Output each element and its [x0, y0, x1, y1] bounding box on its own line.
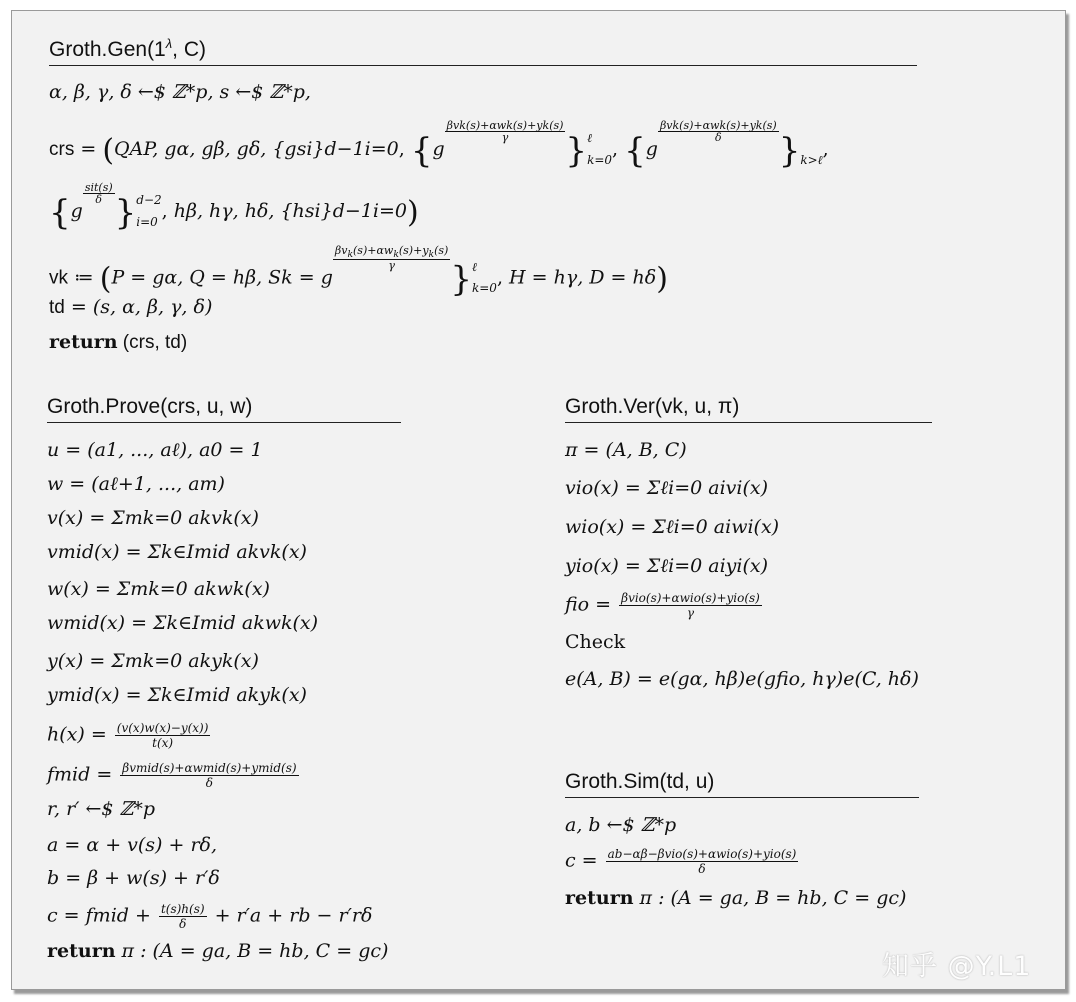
crs-frac3-num: sit(s) [84, 181, 113, 194]
sim-ab-text: a, b ←$ ℤ*p [565, 814, 677, 836]
prove-f-den: δ [205, 776, 214, 790]
gen-vk-line: vk ≔ (P = gα, Q = hβ, Sk = g $\frac{\beta v_k(s)+\alpha w_k(s)+y_k(s)}{\gamma}$ } ℓ k=0 , H = hγ, D = hδ) [49, 244, 668, 300]
prove-line-1-text: w = (aℓ+1, ..., am) [47, 473, 225, 495]
vk-label: vk [49, 267, 68, 289]
ver-f-lhs: fio = [565, 593, 618, 616]
prove-line-4 [47, 580, 270, 599]
prove-line-2-text: v(x) = Σmk=0 akvk(x) [47, 507, 259, 529]
sim-c-num: ab−αβ−βvio(s)+αwio(s)+yio(s) [607, 847, 797, 861]
td-body: = (s, α, β, γ, δ) [64, 296, 213, 318]
prove-h-num: (v(x)w(x)−y(x)) [116, 721, 209, 735]
ver-f-den: γ [686, 606, 695, 620]
prove-return-kw: return [47, 940, 116, 962]
prove-line-5 [47, 614, 318, 633]
prove-h-line [47, 722, 212, 749]
gen-title-lambda: λ [165, 36, 173, 51]
gen-title-c: , C) [172, 38, 206, 61]
ver-vio-text: vio(x) = Σℓi=0 aivi(x) [565, 477, 769, 499]
ver-pairing-line [565, 670, 919, 689]
sim-title-args: (td, u) [659, 770, 715, 793]
ver-wio-line [565, 518, 779, 537]
prove-title-args: (crs, u, w) [160, 395, 253, 418]
gen-title [49, 36, 917, 66]
crs-tail: hβ, hγ, hδ, {hsi}d−1i=0 [173, 200, 407, 222]
crs-frac2-den: δ [715, 131, 722, 144]
prove-h-lhs: h(x) = [47, 723, 113, 746]
ver-f-num: βvio(s)+αwio(s)+yio(s) [621, 591, 760, 605]
gen-return-kw: return [49, 331, 118, 353]
prove-b-text: b = β + w(s) + r′δ [47, 867, 220, 889]
sim-c-line [565, 848, 800, 875]
ver-title-name: Groth.Ver [565, 395, 655, 418]
ver-check-text: Check [565, 631, 626, 653]
prove-line-7-text: ymid(x) = Σk∈Imid akyk(x) [47, 684, 307, 706]
prove-f-num: βvmid(s)+αwmid(s)+ymid(s) [122, 761, 297, 775]
gen-sample-text: α, β, γ, δ ←$ ℤ*p, s ←$ ℤ*p, [49, 81, 311, 103]
sim-title [565, 770, 919, 798]
prove-line-0-text: u = (a1, ..., aℓ), a0 = 1 [47, 439, 263, 461]
gen-crs-line2: {g $\frac{\text{sit(s)}}{\delta}$ } d−2 i=0 , hβ, hγ, hδ, {hsi}d−1i=0) [49, 181, 419, 233]
ver-pi-text: π = (A, B, C) [565, 439, 687, 461]
ver-f-line [565, 592, 764, 619]
sim-c-lhs: c = [565, 849, 604, 872]
prove-return-body: π : (A = ga, B = hb, C = gc) [115, 940, 389, 962]
crs-frac3-den: δ [95, 193, 103, 206]
prove-line-1 [47, 475, 225, 494]
prove-f-lhs: fmid = [47, 763, 119, 786]
ver-vio-line [565, 479, 768, 498]
ver-wio-text: wio(x) = Σℓi=0 aiwi(x) [565, 516, 780, 538]
ver-title-args: (vk, u, π) [654, 395, 740, 418]
prove-c-den: δ [179, 917, 187, 931]
ver-pi-line [565, 441, 687, 460]
prove-line-5-text: wmid(x) = Σk∈Imid akwk(x) [47, 612, 319, 634]
prove-c-rhs: + r′a + rb − r′rδ [208, 904, 373, 927]
prove-line-0 [47, 441, 263, 460]
prove-h-den: t(x) [152, 736, 174, 750]
gen-return-line [49, 333, 187, 352]
crs-frac2-num: βvk(s)+αwk(s)+yk(s) [659, 119, 777, 132]
watermark: 知乎 @Y.L1 [882, 951, 1032, 982]
prove-a-line [47, 836, 217, 855]
ver-pairing-text: e(A, B) = e(gα, hβ)e(gfio, hγ)e(C, hδ) [565, 668, 919, 690]
crs-frac1-num: βvk(s)+αwk(s)+yk(s) [446, 119, 564, 132]
prove-title-name: Groth.Prove [47, 395, 161, 418]
prove-line-3 [47, 543, 307, 562]
ver-yio-line [565, 557, 768, 576]
prove-r-text: r, r′ ←$ ℤ*p [47, 798, 156, 820]
prove-return-line [47, 942, 388, 961]
prove-c-num: t(s)h(s) [160, 902, 205, 916]
gen-return-body: (crs, td) [117, 332, 188, 353]
prove-line-4-text: w(x) = Σmk=0 akwk(x) [47, 578, 270, 600]
vk-tail: H = hγ, D = hδ [509, 266, 657, 289]
crs-eq: = [74, 138, 103, 160]
prove-line-3-text: vmid(x) = Σk∈Imid akvk(x) [47, 541, 307, 563]
prove-c-lhs: c = fmid + [47, 904, 157, 927]
prove-line-6 [47, 652, 259, 671]
prove-f-line [47, 762, 301, 789]
prove-line-6-text: y(x) = Σmk=0 akyk(x) [47, 650, 259, 672]
sim-return-kw: return [565, 887, 634, 909]
sim-return-body: π : (A = ga, B = hb, C = gc) [633, 887, 907, 909]
crs-body: QAP, gα, gβ, gδ, {gsi}d−1i=0 [114, 138, 399, 160]
ver-yio-text: yio(x) = Σℓi=0 aiyi(x) [565, 555, 769, 577]
sim-title-name: Groth.Sim [565, 770, 660, 793]
ver-title [565, 395, 932, 423]
prove-line-2 [47, 509, 259, 528]
prove-b-line [47, 869, 220, 888]
gen-td-line [49, 298, 212, 317]
prove-title [47, 395, 401, 423]
prove-r-line [47, 800, 155, 819]
sim-c-den: δ [698, 862, 706, 876]
gen-title-name: Groth.Gen [49, 38, 148, 61]
gen-title-args: (1 [147, 38, 166, 61]
prove-line-7 [47, 686, 307, 705]
sim-return-line [565, 889, 906, 908]
gen-sample-line [49, 83, 311, 102]
prove-c-line [47, 903, 372, 930]
vk-body: P = gα, Q = hβ, Sk = g [111, 266, 333, 289]
gen-crs-line: crs = (QAP, gα, gβ, gδ, {gsi}d−1i=0, {g $\frac{\text{βvk(s)+αwk(s)+yk(s)}}{\gamma}$ } ℓ k=0 , {g $\frac{\text{βvk(s)+αwk(s)+yk(s)}}{\delta}$ } k>ℓ , [49, 119, 829, 171]
td-label: td [49, 297, 65, 318]
prove-a-text: a = α + v(s) + rδ, [47, 834, 218, 856]
crs-frac1-den: γ [501, 131, 509, 144]
crs-label: crs [49, 139, 75, 160]
sim-ab-line [565, 816, 676, 835]
ver-check-label [565, 633, 625, 652]
